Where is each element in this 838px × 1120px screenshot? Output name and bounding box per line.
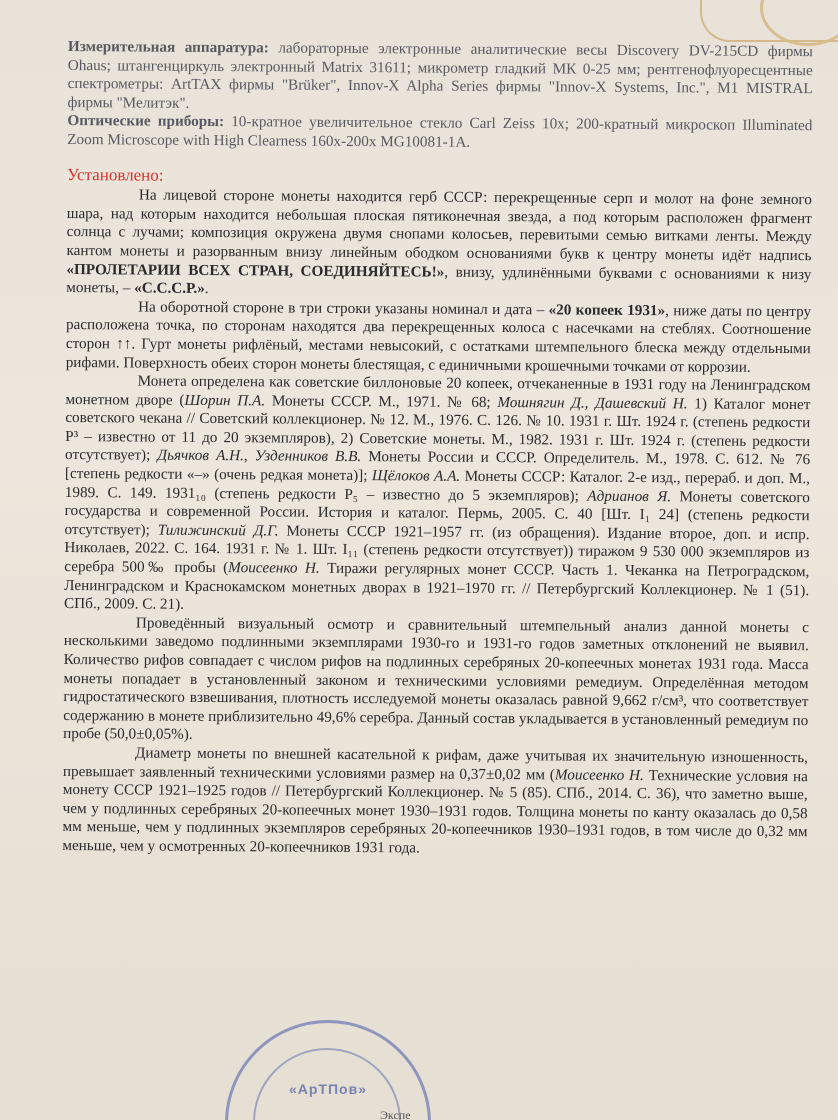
measuring-label: Измерительная аппаратура:	[67, 38, 269, 57]
reverse-denomination: «20 копеек 1931»	[548, 301, 666, 319]
expertise-text	[62, 38, 813, 861]
obverse-text-2: , внизу, удлинёнными буквами с основаниями к низу монеты, –	[66, 263, 812, 297]
measuring-text: лабораторные электронные аналитические весы Discovery DV-215CD фирмы Ohaus; штангенциркуль электронный Matrix 31611; микрометр гладкий МК 0-25 мм; рентгенофлуоресцентные спектрометры: ArtTAX фирмы "Brüker", Innov-X Alpha Series фирмы "Innov-X Systems, Inc.", M1 MISTRAL фирмы "Мелитэк".	[67, 39, 813, 112]
ident-text: 1) Каталог монет советского чекана // Советский коллекционер. № 12. М., 1976. С. 126. № 10. 1931 г. Шт. 1924 г. (степень редкости Р³ – известно от 11 до 20 экземпляров), 2) Советские монеты. М., 1982. 1931 г. Шт. 1924 г. (степень редкости отсутствует);	[65, 395, 811, 465]
seal-text: «АрТПов»	[288, 1081, 367, 1097]
reverse-text-2: , ниже даты по центру расположена точка, по сторонам находятся два перекрещенных колоса с насечками на стеблях. Соотношение сторон ↑↑. Гурт монеты рифлёный, местами невысокий, с остатками штемпельного блеска между отдельными рифами. Поверхность обеих сторон монеты блестящая, с единичными крошечными точками от коррозии.	[65, 301, 812, 376]
ident-text: Монеты СССР. М., 1971. № 68;	[265, 392, 498, 411]
ident-text: Монеты СССР: Каталог. 2-е изд., перераб. и доп. М., 1989. С. 149. 1931₁₀ (степень редкости Р₅ – известно до 5 экземпляров);	[64, 467, 811, 505]
diameter-author: Моисеенко Н.	[554, 765, 644, 784]
obverse-paragraph	[66, 186, 812, 303]
optical-instruments-paragraph	[67, 112, 812, 154]
ident-author: Шорин П.А.	[184, 391, 266, 410]
obverse-cccp: «С.С.С.Р.»	[134, 279, 205, 298]
seal-stamp	[225, 1020, 431, 1120]
ident-author: Мошнягин Д., Дашевский Н.	[497, 393, 688, 413]
diameter-text-1: Диаметр монеты по внешней касательной к рифам, даже учитывая их значительную изношенность, превышает заявленный техническими условиями размер на 0,37±0,02 мм (	[62, 744, 809, 783]
ident-author: Моисеенко Н.	[228, 559, 320, 577]
ident-author: Щёлоков А.А.	[371, 467, 461, 485]
footer-partial-word: Экспе	[380, 1108, 411, 1120]
reverse-paragraph	[66, 298, 812, 378]
obverse-text-1: На лицевой стороне монеты находится герб СССР: перекрещенные серп и молот на фоне земного шара, над которым находится небольшая плоская пятиконечная звезда, а под которым расположен фрагмент солнца с лучами; композиция окружена двумя снопами колосьев, перевитыми семью витками ленты. Между кантом монеты и разорванным внизу линейным ободком основаниями букв к центру монеты идёт надпись	[66, 186, 812, 265]
diameter-paragraph	[62, 744, 808, 861]
obverse-text-3: .	[204, 280, 209, 298]
ident-text: Монеты советского государства и современной России. История и каталог. Пермь, 2005. С. 40 [Шт. I₁ 24] (степень редкости отсутствует);	[64, 487, 810, 539]
optical-label: Оптические приборы:	[67, 112, 225, 131]
identification-paragraph	[64, 372, 811, 619]
ident-text: Монета определена как советские биллоновые 20 копеек, отчеканенные в 1931 году на Ленинградском монетном дворе (	[65, 372, 811, 409]
found-heading: Установлено:	[66, 164, 164, 185]
ident-text: Монеты России и СССР. Определитель. М., 1978. С. 612. № 76 [степень редкости «–» (очень редкая монета)];	[64, 448, 811, 485]
ident-author: Адрианов Я.	[587, 487, 672, 505]
measuring-instruments-paragraph	[67, 38, 813, 118]
diameter-text-2: Технические условия на монету СССР 1921–1925 годов // Петербургский Коллекционер. № 5 (85). СПб., 2014. С. 36), что заметно выше, чем у подлинных серебряных 20-копеечных монет 1930–1931 годов. Толщина монеты по канту оказалась до 0,58 мм меньше, чем у подлинных экземпляров серебряных 20-копеечников 1930–1931 годов, в том числе до 0,32 мм меньше, чем у осмотренных 20-копеечников 1931 года.	[62, 766, 808, 857]
ident-author: Тилижинский Д.Г.	[157, 521, 279, 540]
reverse-text-1: На оборотной стороне в три строки указаны номинал и дата –	[138, 298, 549, 319]
ident-text: Тиражи регулярных монет СССР. Часть 1. Чеканка на Петроградском, Ленинградском и Краснокамском монетных дворах в 1921–1970 гг. // Петербургский Коллекционер. № 1 (51). СПб., 2009. С. 21).	[63, 559, 810, 614]
optical-text: 10-кратное увеличительное стекло Carl Zeiss 10x; 200-кратный микроскоп Illuminated Zoom Microscope with High Clearness 160x-200x MG10081-1A.	[67, 113, 813, 151]
obverse-legend: «ПРОЛЕТАРИИ ВСЕХ СТРАН, СОЕДИНЯЙТЕСЬ!»	[66, 260, 445, 281]
ident-text: Монеты СССР 1921–1957 гг. (из обращения). Издание второе, доп. и испр. Николаев, 2022. С. 164. 1931 г. № 1. Шт. I₁₁ (степень редкости отсутствует)) тиражом 9 530 000 экземпляров из серебра 500‰ пробы (	[64, 522, 810, 577]
analysis-paragraph: Проведённый визуальный осмотр и сравнительный штемпельный анализ данной монеты с несколькими заведомо подлинными экземплярами 1930-го и 1931-го годов заметных отклонений не выявил. Количество рифов совпадает с числом рифов на подлинных серебряных 20-копеечных монетах 1931 года. Масса монеты попадает в установленный законом и техническими условиями ремедиум. Определённая методом гидростатического взвешивания, плотность исследуемой монеты оказалась равной 9,662 г/см³, что соответствует содержанию в монете приблизительно 49,6% серебра. Данный состав укладывается в установленный ремедиум по пробе (50,0±0,05%).	[63, 614, 809, 744]
ident-author: Дьячков А.Н., Узденников В.В.	[157, 447, 362, 466]
